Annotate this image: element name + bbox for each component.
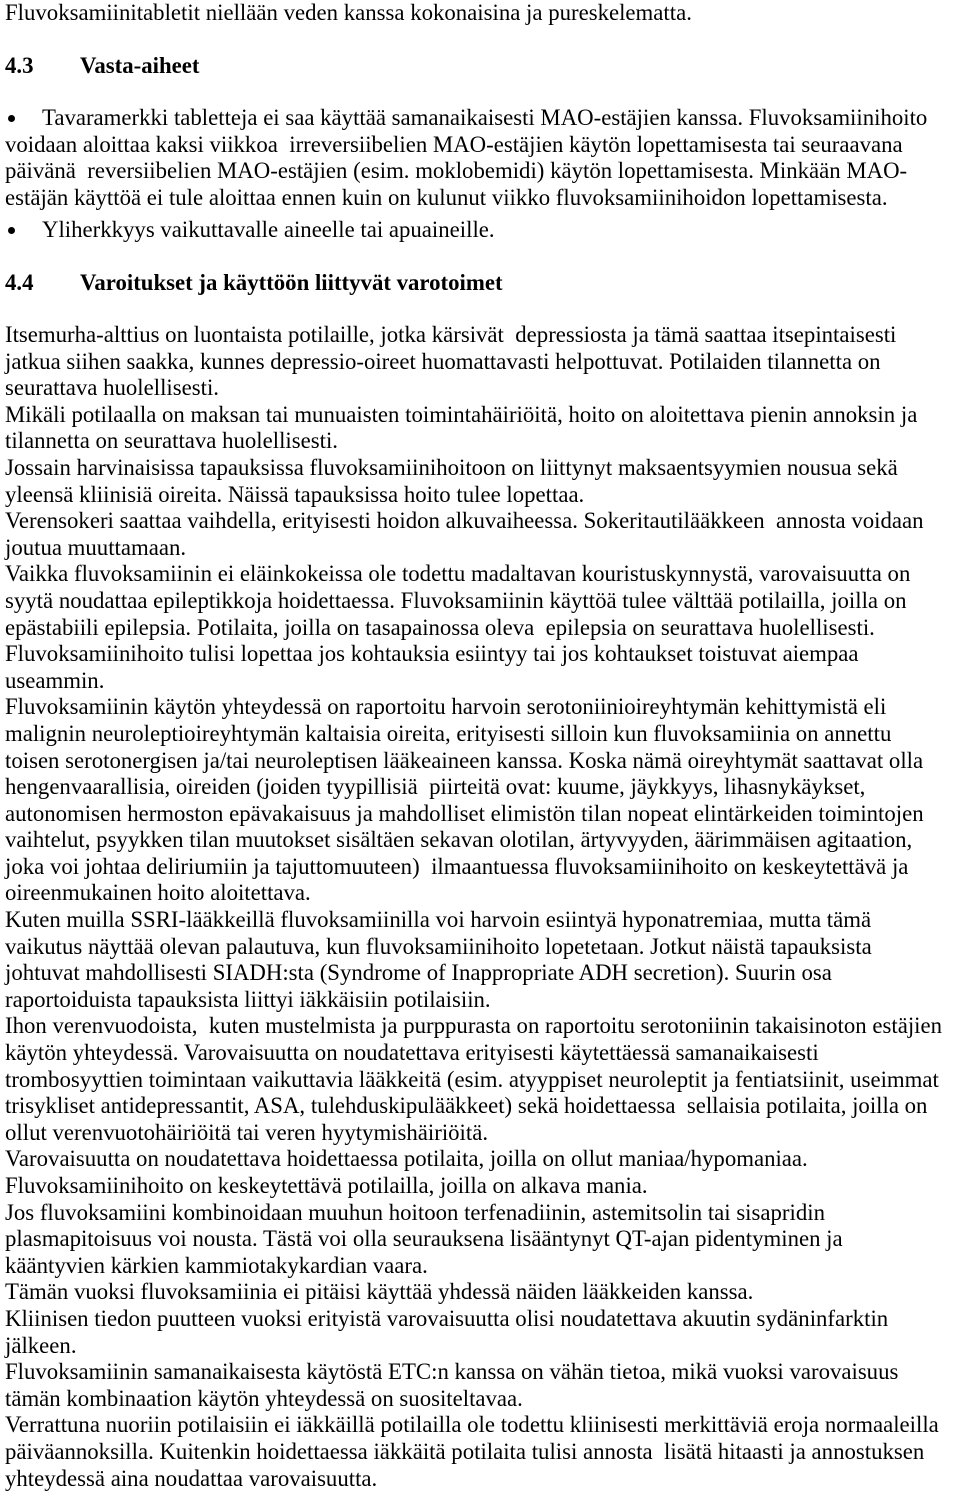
paragraph-line: malignin neuroleptioireyhtymän kaltaisia oireita, erityisesti silloin kun fluvoksamiinia on annettu <box>5 720 892 746</box>
paragraph <box>5 1306 942 1359</box>
paragraph-line: joka voi johtaa deliriumiin ja tajuttomuuteen) ilmaantuessa fluvoksamiinihoito on keskeytettävä ja <box>5 853 909 879</box>
paragraph <box>5 455 942 508</box>
paragraph <box>5 1359 942 1412</box>
bullet-first-line <box>5 217 495 244</box>
section-title: Varoitukset ja käyttöön liittyvät varotoimet <box>80 270 503 295</box>
paragraph-line: käytön yhteydessä. Varovaisuutta on noudatettava erityisesti käytettäessä samanaikaisesti <box>5 1040 819 1066</box>
paragraph-line: Verensokeri saattaa vaihdella, erityisesti hoidon alkuvaiheessa. Sokeritautilääkkeen annosta voidaan <box>5 508 924 534</box>
paragraph <box>5 907 942 1013</box>
paragraph-line: hengenvaarallisia, oireiden (joiden tyypillisiä piirteitä ovat: kuume, jäykkyys, lihasnykäykset, <box>5 774 866 800</box>
warnings-body <box>5 322 942 1492</box>
contraindications-list <box>5 105 927 244</box>
bullet-text: Tavaramerkki tabletteja ei saa käyttää samanaikaisesti MAO-estäjien kanssa. Fluvoksamiinihoito <box>42 105 928 130</box>
paragraph-line: kääntyvien kärkien kammiotakykardian vaara. <box>5 1252 428 1278</box>
paragraph <box>5 1412 942 1492</box>
paragraph-line: Tämän vuoksi fluvoksamiinia ei pitäisi käyttää yhdessä näiden lääkkeiden kanssa. <box>5 1279 754 1305</box>
paragraph-line: Fluvoksamiinin samanaikaisesta käytöstä ETC:n kanssa on vähän tietoa, mikä vuoksi varovaisuus <box>5 1359 899 1385</box>
paragraph-line: yhteydessä aina noudattaa varovaisuutta. <box>5 1465 378 1491</box>
bullet-item <box>5 105 927 211</box>
intro-line: Fluvoksamiinitabletit niellään veden kanssa kokonaisina ja pureskelematta. <box>5 0 692 25</box>
paragraph-line: oireenmukainen hoito aloitettava. <box>5 880 311 906</box>
paragraph-line: yleensä kliinisiä oireita. Näissä tapauksissa hoito tulee lopettaa. <box>5 481 585 507</box>
bullet-text: Yliherkkyys vaikuttavalle aineelle tai apuaineille. <box>42 216 495 242</box>
bullet-continuation-line: voidaan aloittaa kaksi viikkoa irreversiibelien MAO-estäjien käytön lopettamisesta tai seuraavana <box>5 131 903 157</box>
paragraph-line: syytä noudattaa epileptikkoja hoidettaessa. Fluvoksamiinin käyttöä tulee välttää potilailla, joilla on <box>5 587 907 613</box>
paragraph-line: vaikutus näyttää olevan palautuva, kun fluvoksamiinihoito lopetetaan. Jotkut näistä tapauksista <box>5 933 872 959</box>
paragraph-line: Fluvoksamiinihoito on keskeytettävä potilailla, joilla on alkava mania. <box>5 1173 648 1198</box>
paragraph-line: autonomisen hermoston epävakaisuus ja mahdolliset elimistön tilan nopeat elintärkeiden toimintojen <box>5 800 924 826</box>
paragraph-line: Ihon verenvuodoista, kuten mustelmista ja purppurasta on raportoitu serotoniinin takaisinoton estäjien <box>5 1013 943 1039</box>
paragraph-line: Varovaisuutta on noudatettava hoidettaessa potilaita, joilla on ollut maniaa/hypomaniaa. <box>5 1146 808 1172</box>
paragraph-line: useammin. <box>5 667 105 693</box>
paragraph <box>5 694 942 907</box>
bullet-continuation-line: päivänä reversiibelien MAO-estäjien (esim. moklobemidi) käytön lopettamisesta. Minkään MAO- <box>5 158 908 184</box>
paragraph-line: toisen serotonergisen ja/tai neuroleptisen lääkeaineen kanssa. Koska nämä oireyhtymät saattavat olla <box>5 747 924 773</box>
paragraph-line: Kliinisen tiedon puutteen vuoksi erityistä varovaisuutta olisi noudatettava akuutin sydäninfarktin <box>5 1305 889 1331</box>
bullet-icon <box>8 115 15 122</box>
paragraph-line: Itsemurha-alttius on luontaista potilaille, jotka kärsivät depressiosta ja tämä saattaa itsepintaisesti <box>5 322 897 347</box>
paragraph <box>5 1013 942 1146</box>
section-number: 4.4 <box>5 270 34 295</box>
paragraph-line: seurattava huolellisesti. <box>5 375 219 401</box>
paragraph-line: epästabiili epilepsia. Potilaita, joilla on tasapainossa oleva epilepsia on seurattava huolellisesti. <box>5 614 875 640</box>
paragraph-line: Fluvoksamiinihoito tulisi lopettaa jos kohtauksia esiintyy tai jos kohtaukset toistuvat aiempaa <box>5 641 859 667</box>
paragraph-line: Kuten muilla SSRI-lääkkeillä fluvoksamiinilla voi harvoin esiintyä hyponatremiaa, mutta tämä <box>5 907 872 933</box>
bullet-continuation-line: estäjän käyttöä ei tule aloittaa ennen kuin on kulunut viikko fluvoksamiinihoidon lopettamisesta. <box>5 184 888 210</box>
paragraph <box>5 1146 942 1173</box>
paragraph-line: johtuvat mahdollisesti SIADH:sta (Syndrome of Inappropriate ADH secretion). Suurin osa <box>5 960 832 986</box>
paragraph-line: jatkua siihen saakka, kunnes depressio-oireet huomattavasti helpottuvat. Potilaiden tilannetta on <box>5 348 881 374</box>
paragraph-line: tämän kombinaation käytön yhteydessä on suositeltavaa. <box>5 1385 523 1411</box>
section-heading-4-4 <box>5 270 503 297</box>
section-number: 4.3 <box>5 53 34 78</box>
paragraph <box>5 1279 942 1306</box>
section-heading-4-3 <box>5 53 199 80</box>
intro-text-block <box>5 0 692 27</box>
paragraph-line: trombosyyttien toimintaan vaikuttavia lääkkeitä (esim. atyyppiset neuroleptit ja fentiatsiinit, useimmat <box>5 1066 939 1092</box>
paragraph-line: ollut verenvuotohäiriöitä tai veren hyytymishäiriöitä. <box>5 1119 489 1145</box>
paragraph-line: Verrattuna nuoriin potilaisiin ei iäkkäillä potilailla ole todettu kliinisesti merkittäviä eroja normaaleilla <box>5 1412 939 1438</box>
paragraph <box>5 561 942 694</box>
bullet-first-line <box>5 105 927 132</box>
paragraph-line: Jos fluvoksamiini kombinoidaan muuhun hoitoon terfenadiinin, astemitsolin tai sisapridin <box>5 1199 825 1225</box>
paragraph-line: Fluvoksamiinin käytön yhteydessä on raportoitu harvoin serotoniinioireyhtymän kehittymistä eli <box>5 694 887 720</box>
paragraph-line: plasmapitoisuus voi nousta. Tästä voi olla seurauksena lisääntynyt QT-ajan pidentyminen ja <box>5 1226 843 1252</box>
paragraph-line: Vaikka fluvoksamiinin ei eläinkokeissa ole todettu madaltavan kouristuskynnystä, varovaisuutta on <box>5 561 911 587</box>
paragraph <box>5 508 942 561</box>
paragraph <box>5 322 942 402</box>
paragraph <box>5 402 942 455</box>
paragraph-line: raportoiduista tapauksista liittyi iäkkäisiin potilaisiin. <box>5 986 491 1012</box>
paragraph <box>5 1200 942 1280</box>
paragraph-line: jälkeen. <box>5 1332 77 1358</box>
paragraph-line: tilannetta on seurattava huolellisesti. <box>5 428 338 454</box>
bullet-item <box>5 217 927 244</box>
paragraph-line: trisykliset antidepressantit, ASA, tulehduskipulääkkeet) sekä hoidettaessa sellaisia potilaita, joilla on <box>5 1093 928 1119</box>
paragraph-line: Jossain harvinaisissa tapauksissa fluvoksamiinihoitoon on liittynyt maksaentsyymien nousua sekä <box>5 454 898 480</box>
section-title: Vasta-aiheet <box>80 53 200 78</box>
paragraph <box>5 1173 942 1200</box>
paragraph-line: päiväannoksilla. Kuitenkin hoidettaessa iäkkäitä potilaita tulisi annosta lisätä hitaasti ja annostuksen <box>5 1438 925 1464</box>
paragraph-line: Mikäli potilaalla on maksan tai munuaisten toimintahäiriöitä, hoito on aloitettava pienin annoksin ja <box>5 401 918 427</box>
paragraph-line: vaihtelut, psyykken tilan muutokset sisältäen sekavan olotilan, ärtyvyyden, äärimmäisen agitaation, <box>5 827 913 853</box>
bullet-icon <box>8 227 15 234</box>
paragraph-line: joutua muuttamaan. <box>5 534 187 560</box>
